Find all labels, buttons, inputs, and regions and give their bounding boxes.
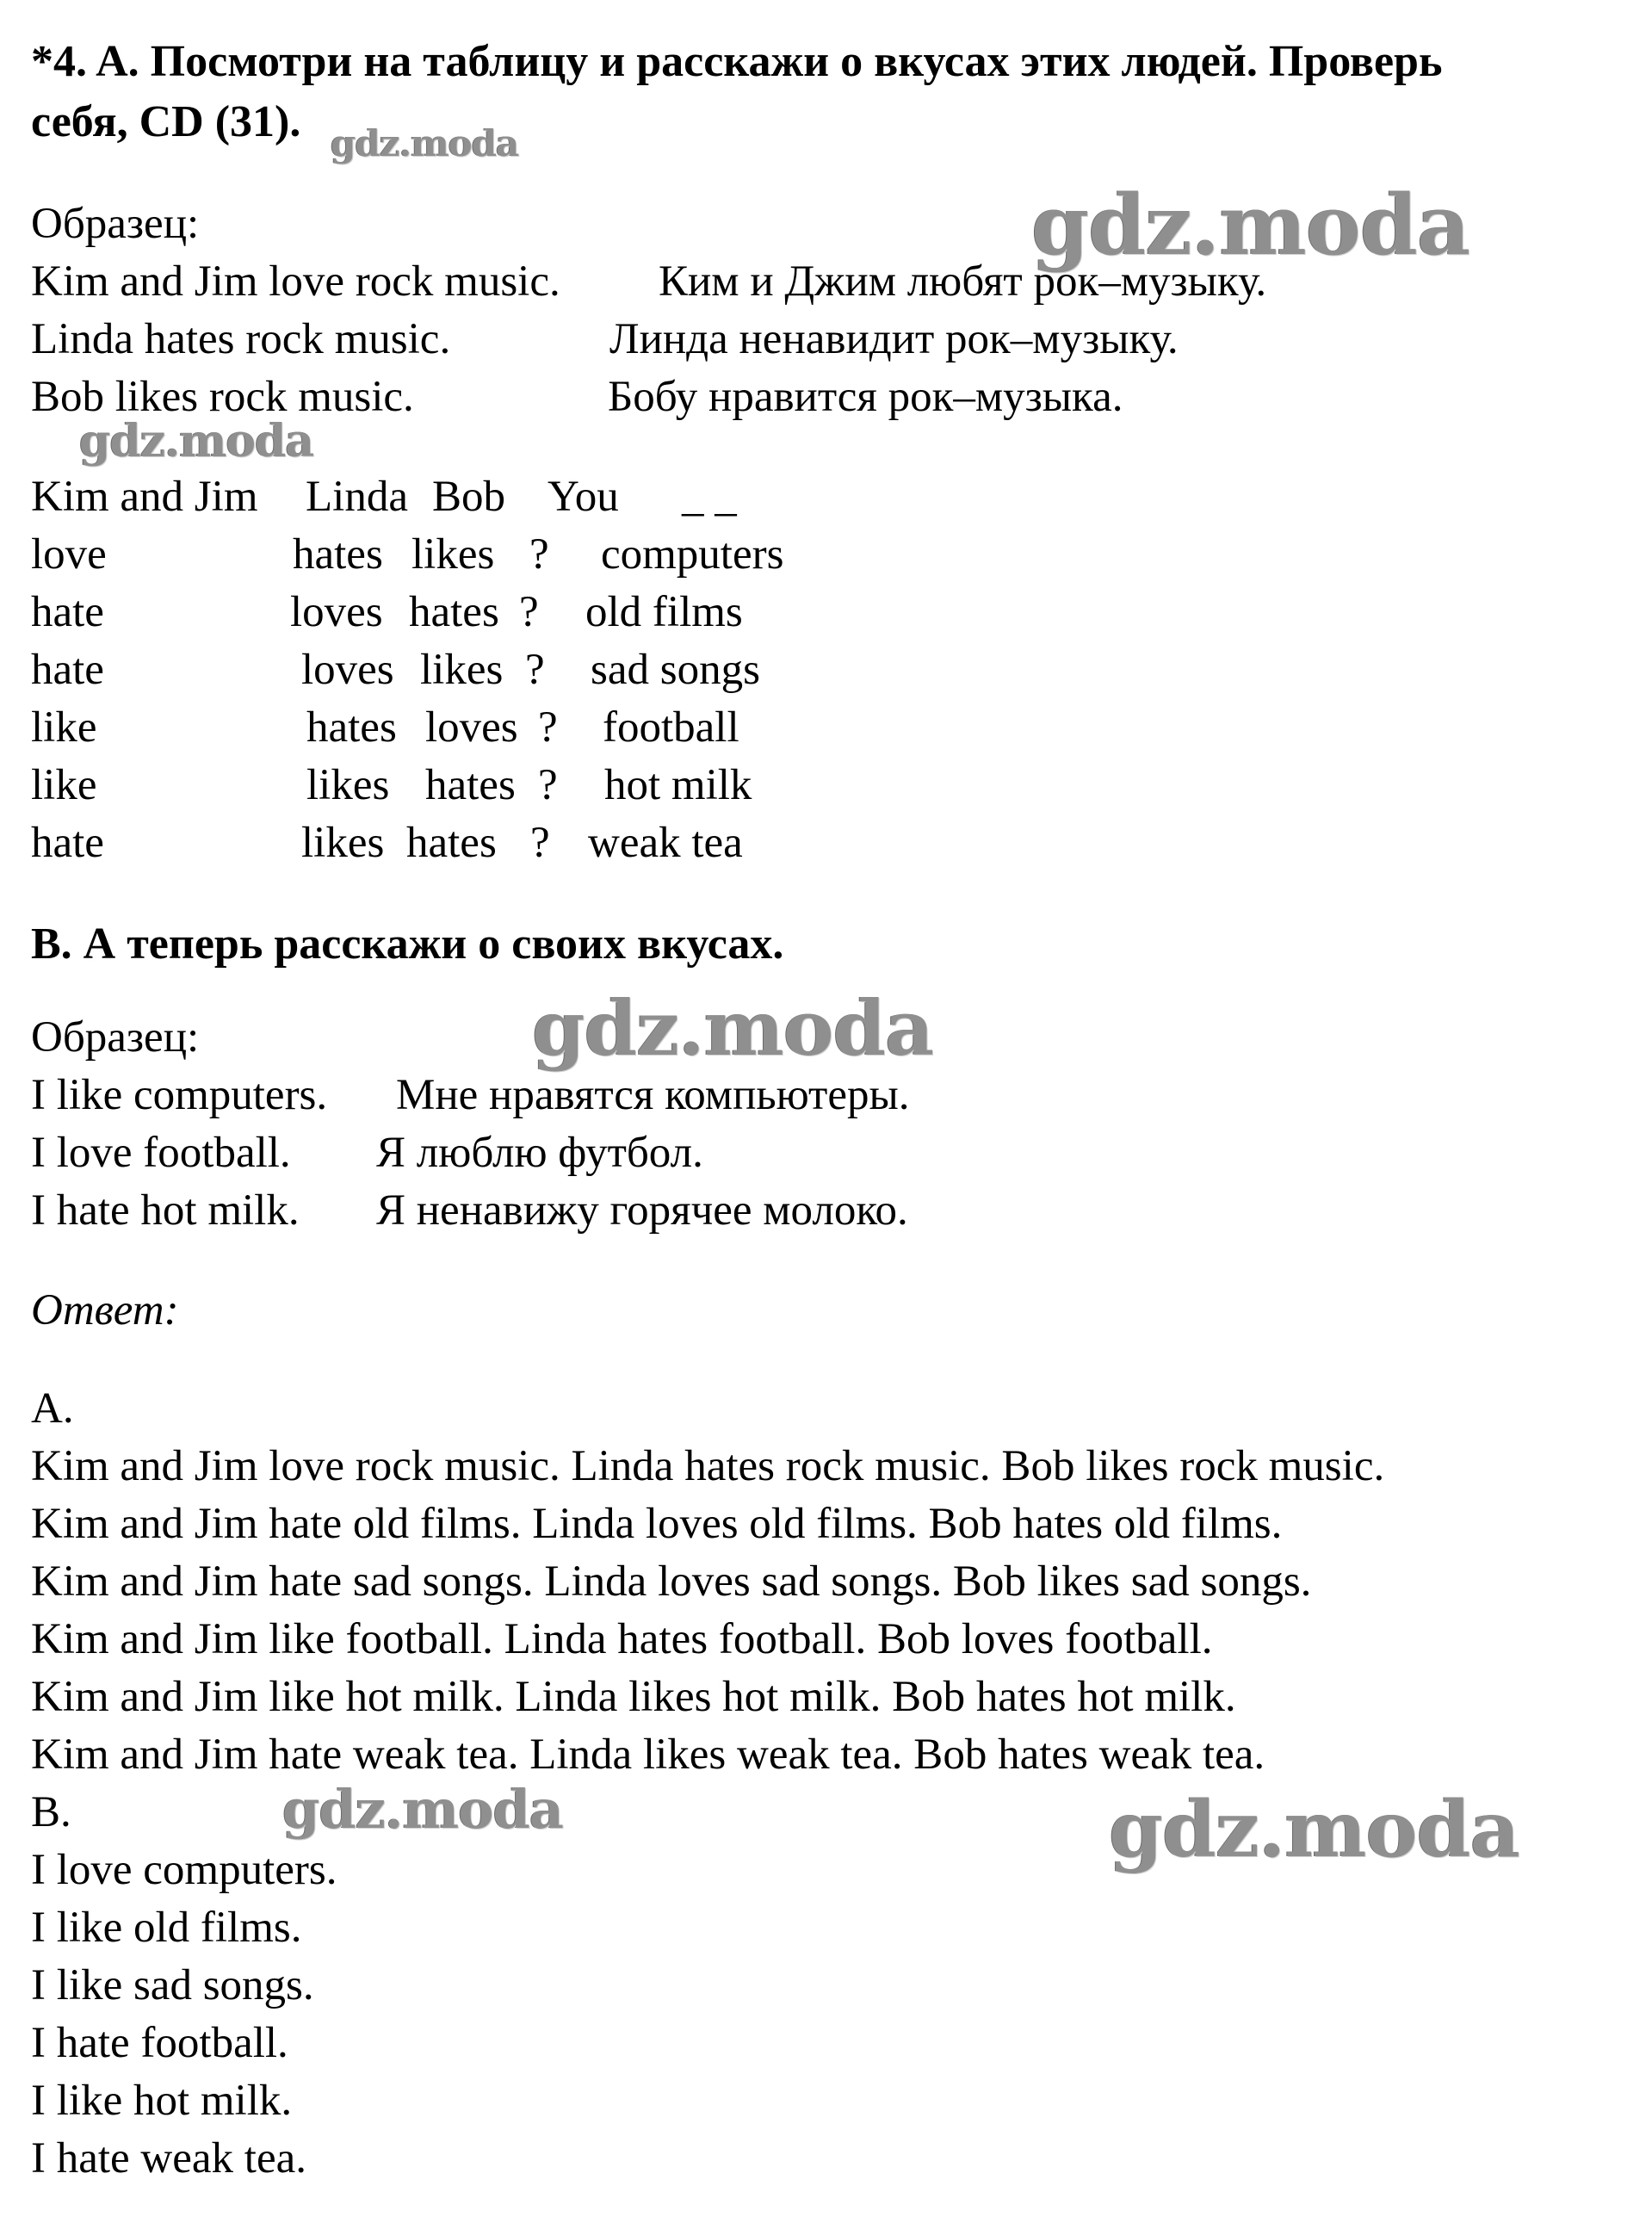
watermark-2: gdz.moda <box>1031 176 1470 274</box>
answer-a-line-6: Kim and Jim hate weak tea. Linda likes weak tea. Bob hates weak tea. <box>31 1731 1265 1779</box>
table-row-2-linda: loves <box>290 588 383 636</box>
table-row-5-item: hot milk <box>604 761 752 809</box>
table-row-6-kim-jim: hate <box>31 819 104 867</box>
sample-b-ru-3: Я ненавижу горячее молоко. <box>376 1186 908 1235</box>
table-row-3-bob: likes <box>420 646 504 694</box>
table-row-3-item: sad songs <box>591 646 760 694</box>
table-row-2-kim-jim: hate <box>31 588 104 636</box>
sample-label-a: Образец: <box>31 200 200 248</box>
sample-b-ru-2: Я люблю футбол. <box>376 1129 703 1177</box>
table-header-kim-jim: Kim and Jim <box>31 473 258 521</box>
table-header-blank: _ _ <box>682 473 737 521</box>
answer-a-line-5: Kim and Jim like hot milk. Linda likes hot milk. Bob hates hot milk. <box>31 1673 1236 1721</box>
answer-a-line-2: Kim and Jim hate old films. Linda loves old films. Bob hates old films. <box>31 1500 1283 1548</box>
table-row-3-kim-jim: hate <box>31 646 104 694</box>
watermark-1: gdz.moda <box>331 122 519 164</box>
table-row-4-you: ? <box>538 703 558 752</box>
task-title-line-2: себя, CD (31). <box>31 97 301 146</box>
table-row-6-bob: hates <box>406 819 497 867</box>
answer-b-line-6: I hate weak tea. <box>31 2134 306 2183</box>
table-row-3-linda: loves <box>301 646 394 694</box>
table-header-bob: Bob <box>432 473 506 521</box>
answer-b-line-1: I love computers. <box>31 1846 337 1894</box>
watermark-3: gdz.moda <box>79 415 314 467</box>
table-row-6-item: weak tea <box>588 819 743 867</box>
sample-b-en-1: I like computers. <box>31 1071 328 1119</box>
answer-b-label: B. <box>31 1788 71 1836</box>
table-row-5-bob: hates <box>425 761 516 809</box>
table-row-4-linda: hates <box>306 703 397 752</box>
watermark-5: gdz.moda <box>282 1778 563 1841</box>
answer-a-line-3: Kim and Jim hate sad songs. Linda loves sad songs. Bob likes sad songs. <box>31 1557 1312 1606</box>
answer-b-line-4: I hate football. <box>31 2019 288 2067</box>
table-header-linda: Linda <box>306 473 408 521</box>
sample-a-ru-1: Ким и Джим любят рок–музыку. <box>659 257 1267 306</box>
watermark-6: gdz.moda <box>1109 1784 1519 1875</box>
sample-a-en-3: Bob likes rock music. <box>31 373 414 421</box>
sample-a-ru-2: Линда ненавидит рок–музыку. <box>609 315 1179 363</box>
sample-a-en-1: Kim and Jim love rock music. <box>31 257 560 306</box>
table-row-2-item: old films <box>585 588 743 636</box>
table-row-6-linda: likes <box>301 819 385 867</box>
answer-label: Ответ: <box>31 1286 179 1334</box>
table-header-you: You <box>548 473 619 521</box>
table-row-1-linda: hates <box>293 530 383 579</box>
table-row-1-kim-jim: love <box>31 530 107 579</box>
table-row-5-you: ? <box>538 761 558 809</box>
table-row-2-you: ? <box>519 588 539 636</box>
table-row-1-bob: likes <box>411 530 495 579</box>
table-row-5-kim-jim: like <box>31 761 97 809</box>
table-row-1-you: ? <box>529 530 549 579</box>
sample-a-ru-3: Бобу нравится рок–музыка. <box>608 373 1123 421</box>
answer-b-line-2: I like old films. <box>31 1904 302 1952</box>
answer-a-line-1: Kim and Jim love rock music. Linda hates rock music. Bob likes rock music. <box>31 1442 1385 1490</box>
table-row-6-you: ? <box>530 819 550 867</box>
sample-a-en-2: Linda hates rock music. <box>31 315 451 363</box>
sample-label-b: Образец: <box>31 1013 200 1062</box>
watermark-4: gdz.moda <box>532 983 934 1073</box>
table-row-4-bob: loves <box>425 703 518 752</box>
task-title-line-1: *4. A. Посмотри на таблицу и расскажи о вкусах этих людей. Проверь <box>31 37 1443 86</box>
table-row-4-item: football <box>603 703 739 752</box>
answer-a-line-4: Kim and Jim like football. Linda hates football. Bob loves football. <box>31 1615 1213 1663</box>
answer-b-line-5: I like hot milk. <box>31 2077 293 2125</box>
table-row-2-bob: hates <box>409 588 499 636</box>
sample-b-en-3: I hate hot milk. <box>31 1186 300 1235</box>
table-row-1-item: computers <box>601 530 784 579</box>
table-row-3-you: ? <box>525 646 545 694</box>
sample-b-ru-1: Мне нравятся компьютеры. <box>396 1071 910 1119</box>
answer-a-label: A. <box>31 1384 74 1433</box>
part-b-title: B. А теперь расскажи о своих вкусах. <box>31 919 784 969</box>
answer-b-line-3: I like sad songs. <box>31 1961 314 2009</box>
sample-b-en-2: I love football. <box>31 1129 291 1177</box>
table-row-4-kim-jim: like <box>31 703 97 752</box>
table-row-5-linda: likes <box>306 761 390 809</box>
